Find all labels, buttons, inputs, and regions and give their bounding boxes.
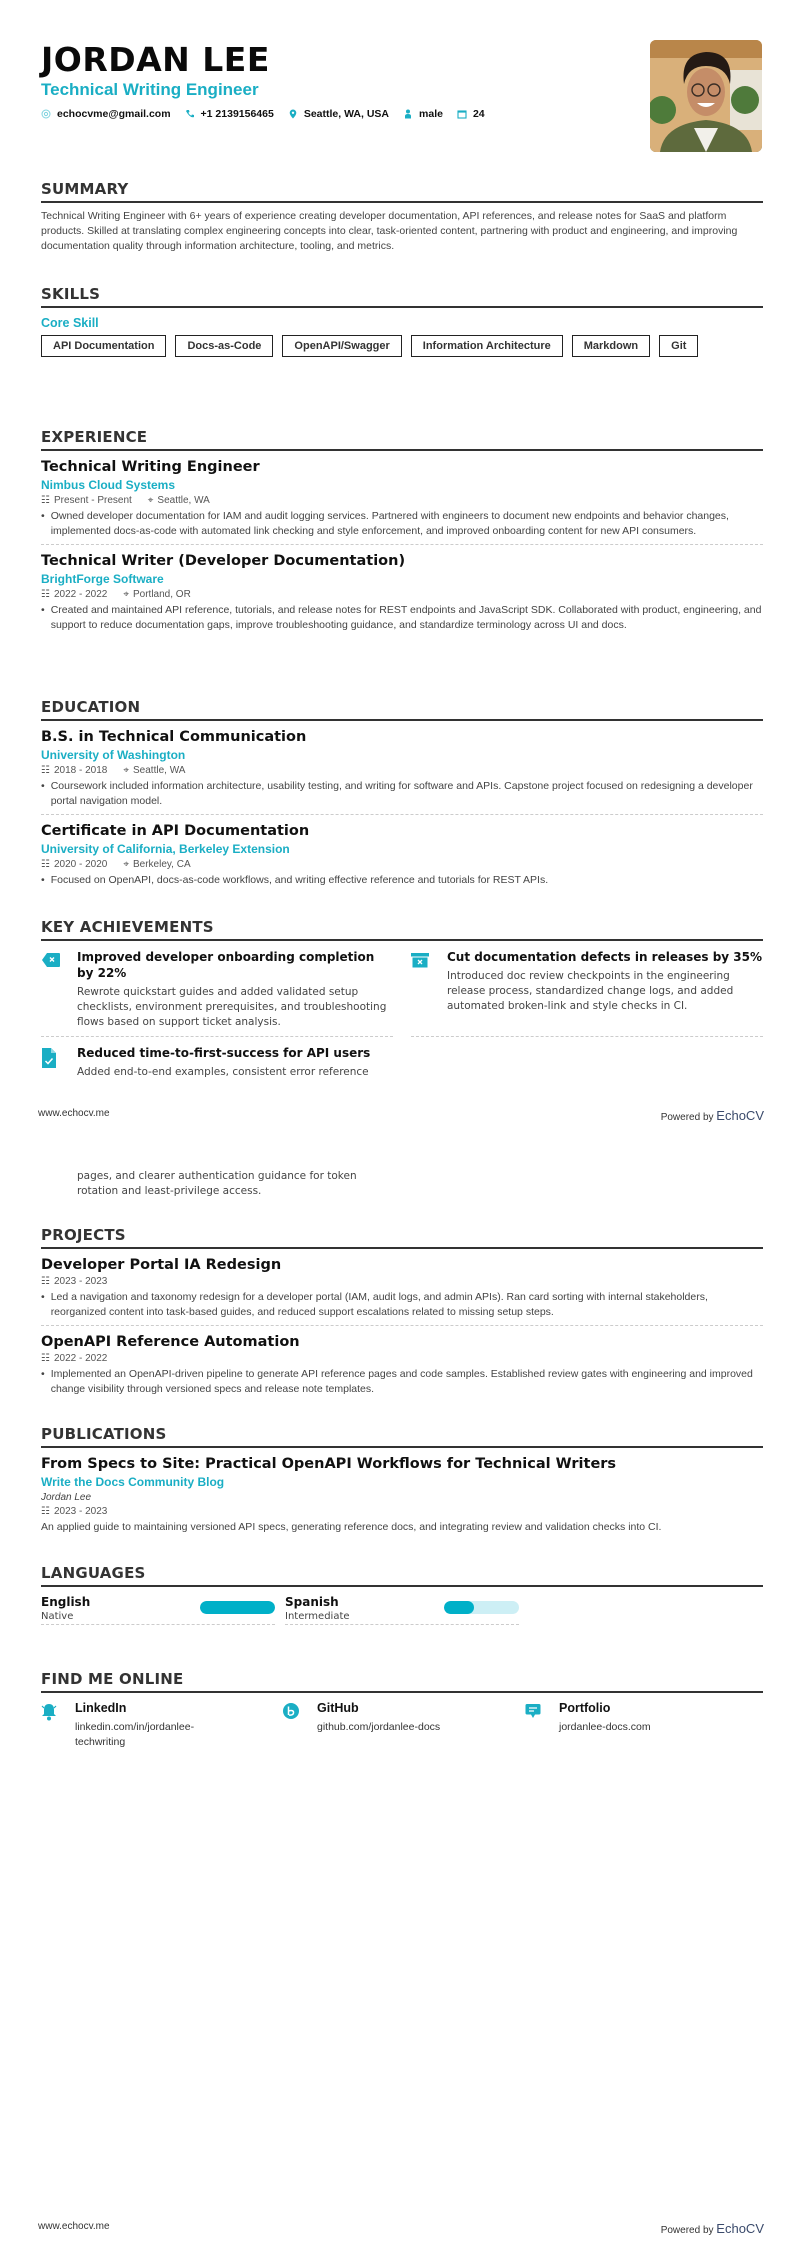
experience-section — [41, 428, 763, 633]
phone-icon — [185, 109, 195, 119]
project-title: OpenAPI Reference Automation — [41, 1334, 300, 1350]
achievements-section — [41, 918, 763, 1094]
location-text: Seattle, WA, USA — [303, 108, 390, 120]
job-bullet-text: Created and maintained API reference, tutorials, and release notes for REST endpoints and JavaScript SDK. Collaborated with product, engineering, and support to reduce documentation gaps, improve troubleshooting guidance, and standardize terminology across UI and docs. — [50, 604, 762, 631]
location-pin-icon: ⌖ — [123, 589, 129, 600]
skill-chip-list — [41, 335, 763, 357]
achievement-desc: Added end-to-end examples, consistent error reference — [77, 1066, 369, 1078]
education-location: Seattle, WA — [133, 765, 186, 776]
location-pin-icon: ⌖ — [147, 495, 154, 506]
project-meta — [41, 1276, 763, 1287]
phone-text: +1 2139156465 — [200, 108, 274, 120]
achievement-title: Reduced time-to-first-success for API users — [77, 1046, 371, 1060]
project-entry — [41, 1257, 763, 1326]
publication-publisher: Write the Docs Community Blog — [41, 1475, 225, 1489]
language-proficiency-bar — [200, 1601, 275, 1614]
footer-site-link[interactable]: www.echocv.me — [38, 2221, 110, 2232]
contact-location — [288, 108, 389, 120]
project-title: Developer Portal IA Redesign — [41, 1257, 282, 1273]
location-pin-icon: ⌖ — [123, 859, 129, 870]
contact-email[interactable] — [41, 108, 171, 120]
archive-box-icon — [411, 952, 429, 968]
online-list — [41, 1701, 763, 1750]
powered-by-label: Powered by — [660, 1112, 714, 1123]
language-name: English — [41, 1595, 91, 1609]
online-section — [41, 1670, 763, 1750]
contact-age — [457, 108, 485, 120]
job-bullet: • Created and maintained API reference, tutorials, and release notes for REST endpoints and JavaScript SDK. Collaborated with product, engineering, and support to reduce documentation gaps, improve troubleshooting guidance, and standardize terminology across UI and docs. — [41, 604, 762, 631]
education-meta — [41, 859, 763, 870]
education-dates: 2020 - 2020 — [53, 859, 108, 870]
job-location: Portland, OR — [133, 589, 191, 600]
language-item — [41, 1595, 275, 1625]
project-entry — [41, 1334, 763, 1397]
achievement-item — [411, 949, 763, 1037]
online-url[interactable]: jordanlee-docs.com — [559, 1721, 651, 1733]
degree-title: B.S. in Technical Communication — [41, 729, 307, 745]
footer-site-link[interactable]: www.echocv.me — [38, 1108, 110, 1119]
calendar-icon: ☷ — [41, 589, 50, 600]
languages-section — [41, 1564, 763, 1625]
job-bullet: • Owned developer documentation for IAM and audit logging services. Partnered with engineers to document new endpoints and behavior changes, implemented docs-as-code with automated link checking and style enforcement, and improved onboarding content for new API consumers. — [41, 509, 763, 539]
achievement-desc: Rewrote quickstart guides and added validated setup checklists, environment prerequisites, and troubleshooting flows based on support ticket analysis. — [77, 986, 387, 1028]
section-title-publications: PUBLICATIONS — [41, 1425, 763, 1448]
online-name: Portfolio — [559, 1701, 611, 1715]
project-bullet: • Led a navigation and taxonomy redesign for a developer portal (IAM, audit logs, and admin APIs). Ran card sorting with internal stakeholders, reorganized content into task-based guides, and reduced support escalations related to missing setup steps. — [41, 1290, 763, 1320]
online-item-portfolio[interactable] — [525, 1701, 763, 1750]
achievement-grid — [41, 949, 763, 1094]
skill-chip: API Documentation — [41, 335, 166, 357]
section-title-skills: SKILLS — [41, 285, 763, 308]
gender-text: male — [419, 108, 443, 120]
section-title-summary: SUMMARY — [41, 180, 763, 203]
experience-entry — [41, 459, 763, 545]
job-bullet-text: Owned developer documentation for IAM and audit logging services. Partnered with engineers to document new endpoints and behavior changes, implemented docs-as-code with automated link checking and style enforcement, and improved onboarding content for new API consumers. — [50, 510, 729, 537]
publication-desc: An applied guide to maintaining versioned API specs, generating reference docs, and integrating review and validation checks into CI. — [41, 1521, 662, 1533]
brand-logo: EchoCV — [716, 1108, 764, 1123]
publication-title: From Specs to Site: Practical OpenAPI Workflows for Technical Writers — [41, 1456, 617, 1472]
age-text: 24 — [472, 108, 485, 120]
skill-chip: OpenAPI/Swagger — [282, 335, 401, 357]
section-title-languages: LANGUAGES — [41, 1564, 763, 1587]
company-name: Nimbus Cloud Systems — [41, 478, 176, 492]
calendar-icon: ☷ — [41, 1506, 50, 1517]
projects-section — [41, 1226, 763, 1397]
contact-phone[interactable] — [185, 108, 274, 120]
education-bullet-text: Focused on OpenAPI, docs-as-code workflows, and writing effective reference and tutorials for REST APIs. — [50, 874, 549, 886]
job-location: Seattle, WA — [157, 495, 210, 506]
proficiency-fill — [200, 1601, 275, 1614]
bell-icon — [41, 1703, 57, 1721]
calendar-icon: ☷ — [41, 495, 50, 506]
email-text: echocvme@gmail.com — [57, 108, 171, 120]
education-location: Berkeley, CA — [133, 859, 191, 870]
skill-chip: Markdown — [572, 335, 650, 357]
circle-b-icon — [283, 1703, 299, 1719]
online-url[interactable]: linkedin.com/in/jordanlee-techwriting — [75, 1721, 195, 1748]
achievement-item — [41, 949, 393, 1037]
section-title-projects: PROJECTS — [41, 1226, 763, 1249]
summary-text: Technical Writing Engineer with 6+ years of experience creating developer documentation, API references, and release notes for SaaS and platform products. Skilled at translating complex engineering concepts into clear, task-oriented content, partnering with product and engineering, and improving documentation quality through information architecture, tooling, and metrics. — [41, 210, 738, 252]
online-item-github[interactable] — [283, 1701, 525, 1750]
project-bullet-text: Led a navigation and taxonomy redesign for a developer portal (IAM, audit logs, and admin APIs). Ran card sorting with internal stakeholders, reorganized content into task-based guides, and reduced support escalations related to missing setup steps. — [50, 1291, 708, 1318]
resume-page-2 — [0, 1123, 794, 2246]
proficiency-fill — [444, 1601, 474, 1614]
candidate-role: Technical Writing Engineer — [41, 80, 259, 99]
calendar-icon: ☷ — [41, 859, 50, 870]
job-meta — [41, 495, 763, 506]
achievement-title: Improved developer onboarding completion by 22% — [77, 950, 375, 980]
job-meta — [41, 589, 763, 600]
job-title: Technical Writer (Developer Documentation) — [41, 553, 406, 569]
footer-powered-by — [661, 1108, 764, 1123]
portrait-image — [650, 40, 762, 152]
language-proficiency-bar — [444, 1601, 519, 1614]
skills-section — [41, 285, 763, 357]
project-meta — [41, 1353, 763, 1364]
publication-entry — [41, 1456, 763, 1535]
section-title-education: EDUCATION — [41, 698, 763, 721]
publications-section — [41, 1425, 763, 1535]
language-list — [41, 1595, 763, 1625]
brand-logo: EchoCV — [716, 2221, 764, 2236]
calendar-icon — [457, 109, 467, 119]
summary-section — [41, 180, 763, 254]
company-name: BrightForge Software — [41, 572, 164, 586]
project-bullet-text: Implemented an OpenAPI-driven pipeline to generate API reference pages and code samples. Established review gates with engineering and improved change visibility through versioned specs and release note templates. — [50, 1368, 753, 1395]
job-dates: 2022 - 2022 — [53, 589, 108, 600]
language-level: Native — [41, 1611, 74, 1622]
calendar-icon: ☷ — [41, 1353, 50, 1364]
section-title-online: FIND ME ONLINE — [41, 1670, 763, 1693]
candidate-name: JORDAN LEE — [41, 40, 270, 79]
at-icon — [41, 109, 51, 119]
experience-entry — [41, 553, 763, 633]
section-title-achievements: KEY ACHIEVEMENTS — [41, 918, 763, 941]
powered-by-label: Powered by — [660, 2225, 714, 2236]
tag-close-icon — [41, 952, 61, 968]
language-name: Spanish — [285, 1595, 339, 1609]
achievement-title: Cut documentation defects in releases by 35% — [447, 950, 762, 964]
online-name: GitHub — [317, 1701, 359, 1715]
person-icon — [403, 109, 413, 119]
project-dates: 2022 - 2022 — [53, 1353, 108, 1364]
education-section — [41, 698, 763, 888]
chat-bubble-icon — [525, 1703, 541, 1719]
contact-gender — [403, 108, 443, 120]
publication-author: Jordan Lee — [41, 1492, 92, 1503]
project-bullet: • Implemented an OpenAPI-driven pipeline to generate API reference pages and code samples. Established review gates with engineering and improved change visibility through versioned specs and release note templates. — [41, 1367, 763, 1397]
skill-chip: Docs-as-Code — [175, 335, 273, 357]
location-icon — [288, 109, 298, 119]
profile-photo — [650, 40, 762, 152]
online-name: LinkedIn — [75, 1701, 127, 1715]
skill-chip: Git — [659, 335, 698, 357]
section-title-experience: EXPERIENCE — [41, 428, 763, 451]
calendar-icon: ☷ — [41, 1276, 50, 1287]
education-entry — [41, 823, 763, 888]
education-bullet: • Focused on OpenAPI, docs-as-code workflows, and writing effective reference and tutorials for REST APIs. — [41, 874, 549, 886]
education-entry — [41, 729, 763, 815]
publication-meta — [41, 1506, 763, 1517]
project-dates: 2023 - 2023 — [53, 1276, 108, 1287]
publication-dates: 2023 - 2023 — [53, 1506, 108, 1517]
school-name: University of California, Berkeley Extension — [41, 842, 290, 856]
skill-group-label: Core Skill — [41, 316, 99, 330]
achievement-desc-continued: pages, and clearer authentication guidance for token rotation and least-privilege access. — [77, 1170, 357, 1197]
degree-title: Certificate in API Documentation — [41, 823, 310, 839]
achievement-desc: Introduced doc review checkpoints in the engineering release process, standardized change logs, and added automated broken-link and style checks in CI. — [447, 970, 734, 1012]
online-url[interactable]: github.com/jordanlee-docs — [317, 1721, 441, 1733]
education-dates: 2018 - 2018 — [53, 765, 108, 776]
file-check-icon — [41, 1048, 57, 1068]
school-name: University of Washington — [41, 748, 186, 762]
calendar-icon: ☷ — [41, 765, 50, 776]
location-pin-icon: ⌖ — [123, 765, 129, 776]
language-level: Intermediate — [285, 1611, 350, 1622]
footer-powered-by — [661, 2221, 764, 2236]
job-dates: Present - Present — [53, 495, 132, 506]
education-bullet: • Coursework included information architecture, usability testing, and writing for software and APIs. Capstone project focused on redesigning a developer portal navigation model. — [41, 779, 763, 809]
achievement-item — [41, 1045, 393, 1086]
online-item-linkedin[interactable] — [41, 1701, 283, 1750]
education-bullet-text: Coursework included information architecture, usability testing, and writing for software and APIs. Capstone project focused on redesigning a developer portal navigation model. — [50, 780, 753, 807]
language-item — [285, 1595, 519, 1625]
skill-chip: Information Architecture — [411, 335, 563, 357]
achievement-continued — [41, 1165, 381, 1199]
job-title: Technical Writing Engineer — [41, 459, 260, 475]
education-meta — [41, 765, 763, 776]
